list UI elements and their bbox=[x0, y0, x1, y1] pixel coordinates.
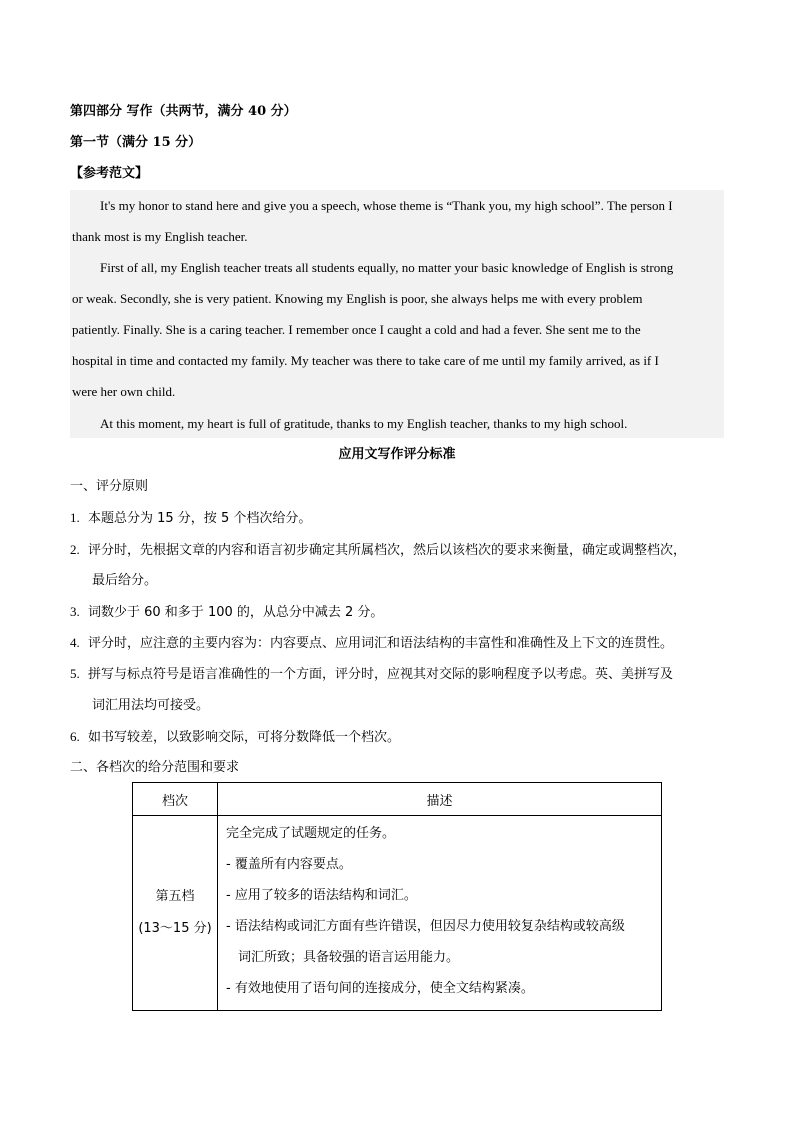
essay-line: It's my honor to stand here and give you a speech, whose theme is “Thank you, my high school”. The person I bbox=[100, 198, 673, 213]
level-range: (13～15 分) bbox=[138, 921, 212, 936]
principle-number: 6. bbox=[70, 729, 80, 744]
essay-line: patiently. Finally. She is a caring teacher. I remember once I caught a cold and had a fever. She sent me to the bbox=[72, 322, 641, 337]
principle-item bbox=[92, 697, 209, 715]
description-line: 完全完成了试题规定的任务。 bbox=[226, 826, 396, 841]
essay-line: thank most is my English teacher. bbox=[72, 229, 248, 244]
principle-item bbox=[70, 728, 400, 747]
sample-essay bbox=[70, 190, 724, 438]
principles-heading: 一、评分原则 bbox=[70, 479, 149, 494]
principle-number: 4. bbox=[70, 635, 80, 650]
levels-heading: 二、各档次的给分范围和要求 bbox=[70, 760, 240, 775]
column-header-level: 档次 bbox=[133, 783, 218, 816]
sample-label: 【参考范文】 bbox=[70, 166, 149, 181]
essay-line: hospital in time and contacted my family. My teacher was there to take care of me until my family arrived, as if I bbox=[72, 353, 659, 368]
principle-text: 本题总分为 15 分，按 5 个档次给分。 bbox=[88, 511, 312, 526]
essay-line: or weak. Secondly, she is very patient. Knowing my English is poor, she always helps me with every problem bbox=[72, 291, 643, 306]
principle-text: 最后给分。 bbox=[92, 573, 158, 588]
part-heading: 第四部分 写作（共两节，满分 40 分） bbox=[70, 104, 297, 119]
principle-item bbox=[92, 572, 157, 590]
principle-number: 2. bbox=[70, 542, 80, 557]
level-cell bbox=[133, 816, 218, 1011]
principle-item bbox=[70, 634, 673, 653]
principle-text: 词汇用法均可接受。 bbox=[92, 698, 210, 713]
principle-text: 拼写与标点符号是语言准确性的一个方面，评分时，应视其对交际的影响程度予以考虑。英、美拼写及 bbox=[88, 667, 674, 682]
principle-item bbox=[70, 509, 311, 528]
table-row bbox=[133, 816, 662, 1011]
principle-item bbox=[70, 541, 686, 560]
description-line: - 应用了较多的语法结构和词汇。 bbox=[226, 888, 417, 903]
principle-number: 5. bbox=[70, 666, 80, 681]
scoring-table bbox=[132, 782, 662, 1011]
principle-number: 1. bbox=[70, 510, 80, 525]
essay-line: At this moment, my heart is full of gratitude, thanks to my English teacher, thanks to my high school. bbox=[100, 416, 628, 431]
description-line: 词汇所致；具备较强的语言运用能力。 bbox=[238, 950, 460, 965]
essay-line: First of all, my English teacher treats all students equally, no matter your basic knowledge of English is strong bbox=[100, 260, 674, 275]
principle-text: 词数少于 60 和多于 100 的，从总分中减去 2 分。 bbox=[88, 605, 384, 620]
principle-number: 3. bbox=[70, 604, 80, 619]
table-header-row bbox=[133, 783, 662, 816]
description-line: - 语法结构或词汇方面有些许错误，但因尽力使用较复杂结构或较高级 bbox=[226, 919, 625, 934]
description-cell bbox=[218, 816, 662, 1011]
section-heading: 第一节（满分 15 分） bbox=[70, 135, 202, 150]
level-name: 第五档 bbox=[155, 889, 195, 904]
description-line: - 覆盖所有内容要点。 bbox=[226, 857, 352, 872]
principle-text: 如书写较差，以致影响交际，可将分数降低一个档次。 bbox=[88, 730, 401, 745]
principle-item bbox=[70, 665, 673, 684]
principle-item bbox=[70, 603, 383, 622]
principle-text: 评分时，应注意的主要内容为：内容要点、应用词汇和语法结构的丰富性和准确性及上下文的连贯性。 bbox=[88, 636, 674, 651]
criteria-title: 应用文写作评分标准 bbox=[338, 447, 456, 462]
essay-line: were her own child. bbox=[72, 384, 176, 399]
principle-text: 评分时，先根据文章的内容和语言初步确定其所属档次，然后以该档次的要求来衡量，确定或调整档次， bbox=[88, 543, 687, 558]
description-line: - 有效地使用了语句间的连接成分，使全文结构紧凑。 bbox=[226, 981, 534, 996]
column-header-description: 描述 bbox=[218, 783, 662, 816]
